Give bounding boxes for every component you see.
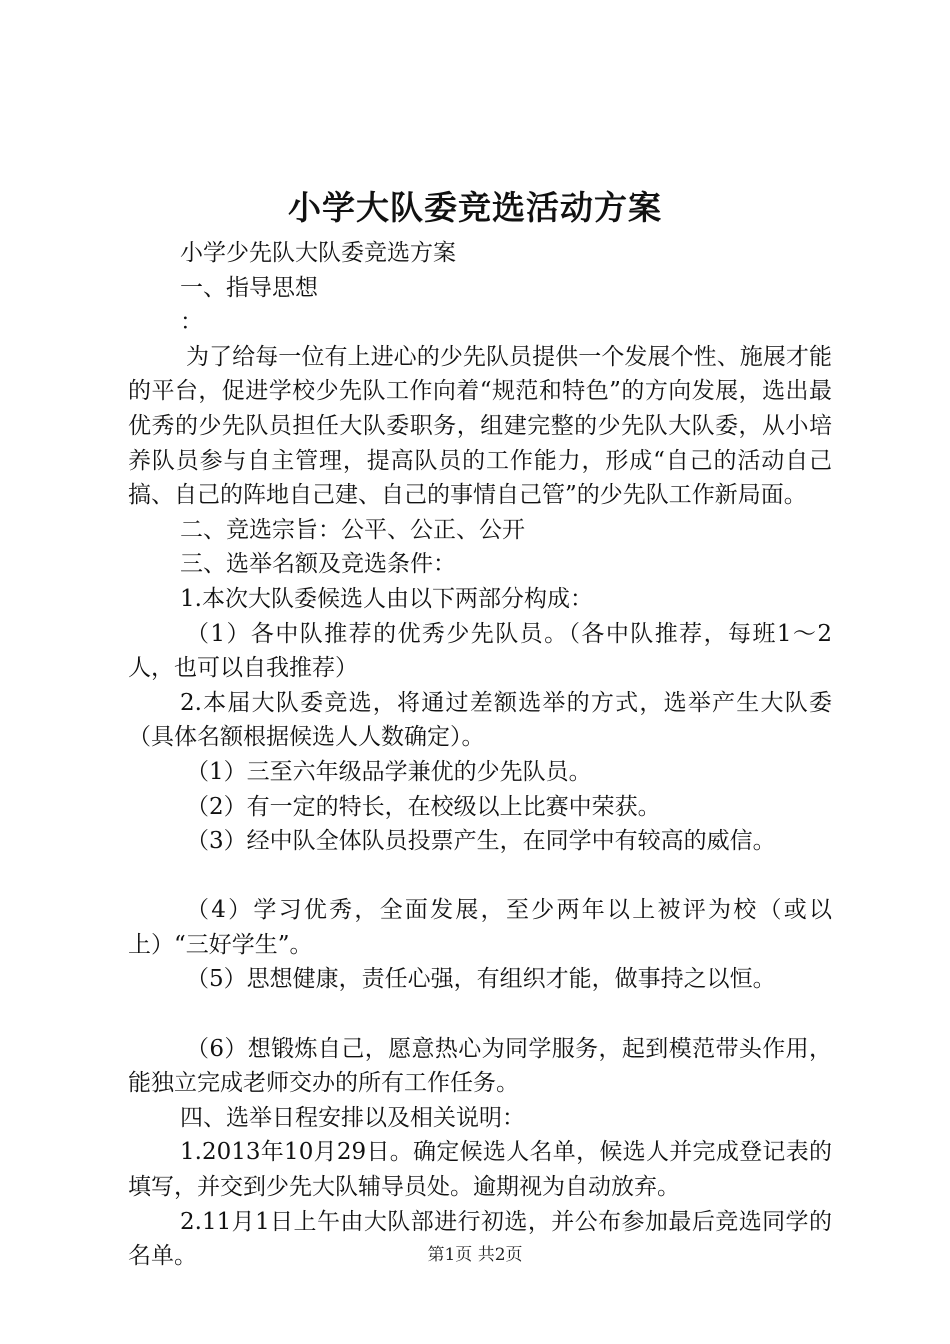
item-2-paragraph: 2.本届大队委竞选，将通过差额选举的方式，选举产生大队委（具体名额根据候选人人数确定）。 (128, 689, 832, 751)
colon-line: ： (180, 309, 203, 336)
condition-5-paragraph: （5）思想健康，责任心强，有组织才能，做事持之以恒。 (186, 966, 776, 993)
section-heading-guiding-thought: 一、指导思想 (180, 274, 318, 301)
paragraph-gap (128, 997, 832, 1032)
section-heading-purpose: 二、竞选宗旨：公平、公正、公开 (180, 516, 525, 543)
schedule-2-paragraph: 2.11月1日上午由大队部进行初选，并公布参加最后竞选同学的名单。 (128, 1208, 832, 1270)
document-body (128, 236, 832, 1274)
item-1-sub-1-paragraph: （1）各中队推荐的优秀少先队员。（各中队推荐，每班1～2人，也可以自我推荐） (128, 620, 832, 682)
condition-3-paragraph: （3）经中队全体队员投票产生，在同学中有较高的威信。 (186, 828, 776, 855)
condition-2-paragraph: （2）有一定的特长，在校级以上比赛中荣获。 (186, 793, 661, 820)
condition-6-paragraph: （6）想锻炼自己，愿意热心为同学服务，起到模范带头作用，能独立完成老师交办的所有工作任务。 (128, 1035, 832, 1097)
document-title: 小学大队委竞选活动方案 (288, 188, 662, 227)
condition-1-paragraph: （1）三至六年级品学兼优的少先队员。 (186, 758, 592, 785)
paragraph-gap (128, 859, 832, 894)
schedule-1-paragraph: 1.2013年10月29日。确定候选人名单，候选人并完成登记表的填写，并交到少先大队辅导员处。逾期视为自动放弃。 (128, 1139, 832, 1201)
guiding-thought-paragraph: 为了给每一位有上进心的少先队员提供一个发展个性、施展才能的平台，促进学校少先队工作向着“规范和特色”的方向发展，选出最优秀的少先队员担任大队委职务，组建完整的少先队大队委，从小培养队员参与自主管理，提高队员的工作能力，形成“自己的活动自己搞、自己的阵地自己建、自己的事情自己管”的少先队工作新局面。 (128, 343, 832, 509)
page-footer: 第1页 共2页 (427, 1245, 523, 1265)
section-heading-schedule: 四、选举日程安排以及相关说明： (180, 1104, 525, 1131)
section-heading-quota-conditions: 三、选举名额及竞选条件： (180, 551, 456, 578)
item-1-paragraph: 1.本次大队委候选人由以下两部分构成： (180, 585, 593, 612)
subtitle-paragraph: 小学少先队大队委竞选方案 (180, 240, 456, 266)
condition-4-paragraph: （4）学习优秀，全面发展，至少两年以上被评为校（或以上）“三好学生”。 (128, 897, 832, 958)
